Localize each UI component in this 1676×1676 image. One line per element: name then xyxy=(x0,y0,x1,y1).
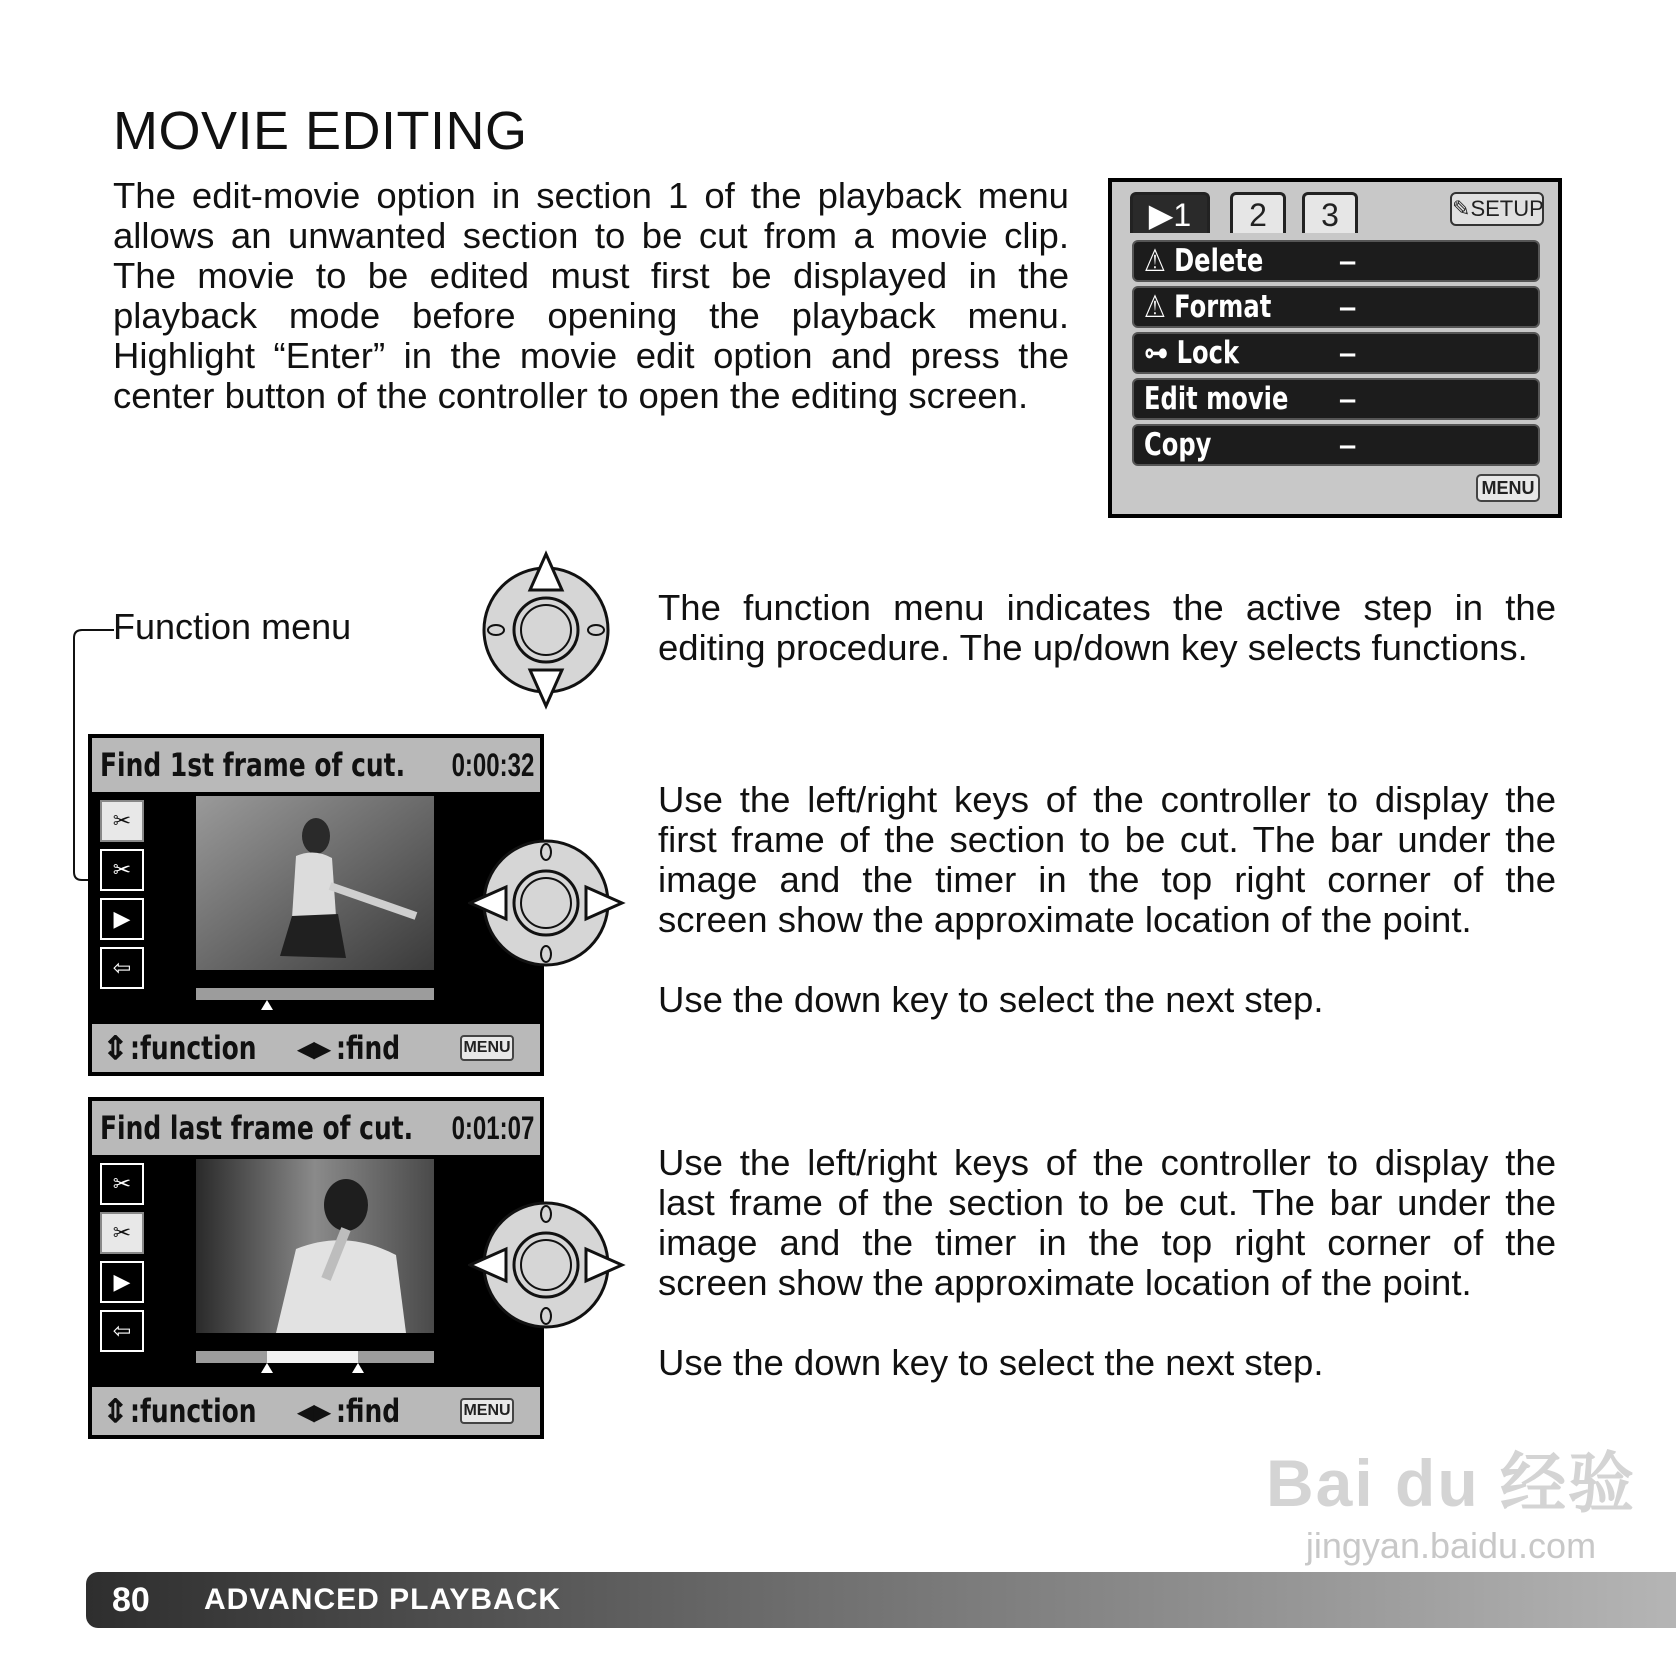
menu-row-format: ⚠ Format – xyxy=(1132,286,1540,328)
key-icon: ⊶ xyxy=(1144,335,1169,371)
controller-up-down-icon xyxy=(478,548,614,712)
warning-icon: ⚠ xyxy=(1144,243,1166,279)
step2-next-text: Use the down key to select the next step. xyxy=(658,1342,1324,1383)
timer: 0:00:32 xyxy=(451,747,534,783)
left-right-arrows-icon: ◂▸ xyxy=(298,1393,331,1429)
status-text: Find 1st frame of cut. xyxy=(100,746,406,784)
menu-row-copy: Copy – xyxy=(1132,424,1540,466)
controller-left-right-icon xyxy=(468,838,628,968)
menu-button: MENU xyxy=(460,1398,514,1424)
page-number: 80 xyxy=(112,1581,150,1619)
controller-left-right-icon xyxy=(468,1200,628,1330)
menu-row-lock: ⊶ Lock – xyxy=(1132,332,1540,374)
warning-icon: ⚠ xyxy=(1144,289,1166,325)
progress-bar xyxy=(196,1351,434,1363)
page-title: MOVIE EDITING xyxy=(113,101,528,161)
exit-icon: ⇦ xyxy=(100,1310,144,1352)
step1-next-text: Use the down key to select the next step. xyxy=(658,979,1324,1020)
progress-bar xyxy=(196,988,434,1000)
menu-row-edit-movie: Edit movie – xyxy=(1132,378,1540,420)
playback-menu-screen xyxy=(1108,178,1562,518)
up-down-arrows-icon: ⇕ xyxy=(102,1030,129,1066)
watermark-logo: Bai du 经验 jingyan.baidu.com xyxy=(1265,1446,1636,1566)
left-right-arrows-icon: ◂▸ xyxy=(298,1030,331,1066)
play-icon: ▶ xyxy=(100,898,144,940)
cut-end-icon: ✂ xyxy=(100,1212,144,1254)
menu-button: MENU xyxy=(460,1035,514,1061)
intro-paragraph: The edit-movie option in section 1 of the playback menu allows an unwanted section to be cut from a movie clip. The movie to be edited must first be displayed in the playback mode before opening the playback menu. Highlight “Enter” in the movie edit option and press the center button of the controller to open the editing screen. xyxy=(113,175,1069,416)
menu-row-delete: ⚠ Delete – xyxy=(1132,240,1540,282)
exit-icon: ⇦ xyxy=(100,947,144,989)
page-footer xyxy=(86,1572,1676,1628)
tab-3: 3 xyxy=(1302,192,1358,233)
setup-tab: ✎SETUP xyxy=(1450,192,1544,226)
wrench-icon: ✎ xyxy=(1452,196,1471,221)
tab-1: ▶1 xyxy=(1130,192,1210,233)
tab-2: 2 xyxy=(1230,192,1286,233)
edit-screen-first-frame: Find 1st frame of cut. 0:00:32 ✂ ✂ ▶ ⇦ ⇕ :function ◂▸ :find MENU xyxy=(88,734,544,1076)
section-title: ADVANCED PLAYBACK xyxy=(204,1583,562,1616)
step2-text: Use the left/right keys of the controller to display the last frame of the section to be cut. The bar under the image and the timer in the top right corner of the screen show the approximate location of the point. xyxy=(658,1142,1556,1303)
edit-screen-last-frame: Find last frame of cut. 0:01:07 ✂ ✂ ▶ ⇦ ⇕ :function ◂▸ :find MENU xyxy=(88,1097,544,1439)
function-menu-text: The function menu indicates the active step in the editing procedure. The up/down key selects functions. xyxy=(658,587,1556,668)
cut-start-icon: ✂ xyxy=(100,1163,144,1205)
movie-frame-image xyxy=(196,1159,434,1333)
cut-start-icon: ✂ xyxy=(100,800,144,842)
up-down-arrows-icon: ⇕ xyxy=(102,1393,129,1429)
step1-text: Use the left/right keys of the controller to display the first frame of the section to be cut. The bar under the image and the timer in the top right corner of the screen show the approximate location of the point. xyxy=(658,779,1556,940)
cut-end-icon: ✂ xyxy=(100,849,144,891)
timer: 0:01:07 xyxy=(451,1110,534,1146)
menu-button: MENU xyxy=(1476,474,1540,502)
playback-icon: ▶ xyxy=(1148,197,1174,233)
play-icon: ▶ xyxy=(100,1261,144,1303)
movie-frame-image xyxy=(196,796,434,970)
function-menu-label: Function menu xyxy=(113,606,352,647)
status-text: Find last frame of cut. xyxy=(100,1109,414,1147)
